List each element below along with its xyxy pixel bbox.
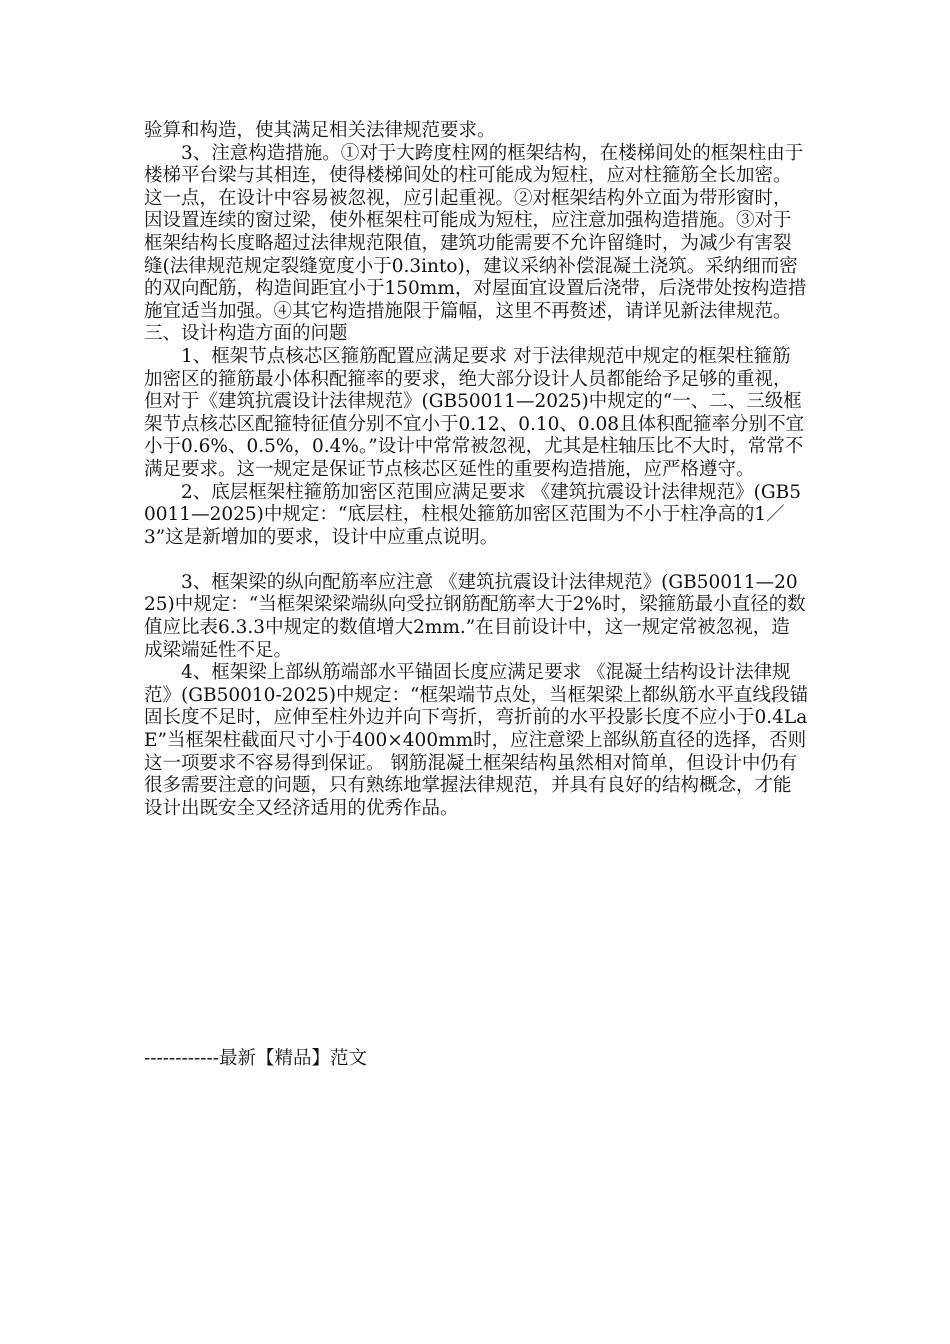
paragraph-beam-reinforcement-ratio: 3、框架梁的纵向配筋率应注意 《建筑抗震设计法律规范》(GB50011—2025)中规定：“当框架梁梁端纵向受拉钢筋配筋率大于2%时，梁箍筋最小直径的数值应比表6.3.3中规定的数值增大2mm.”在目前设计中，这一规定常被忽视，造成梁端延性不足。 (144, 571, 806, 661)
paragraph-ground-column-stirrups: 2、底层框架柱箍筋加密区范围应满足要求 《建筑抗震设计法律规范》(GB50011—2025)中规定：“底层柱，柱根处箍筋加密区范围为不小于柱净高的1／3”这是新增加的要求，设计中应重点说明。 (144, 481, 802, 548)
paragraph-construction-measures: 3、注意构造措施。①对于大跨度柱网的框架结构，在楼梯间处的框架柱由于楼梯平台梁与其相连，使得楼梯间处的柱可能成为短柱，应对柱箍筋全长加密。这一点，在设计中容易被忽视，应引起重视。②对框架结构外立面为带形窗时，因设置连续的窗过梁，使外框架柱可能成为短柱，应注意加强构造措施。③对于框架结构长度略超过法律规范限值，建筑功能需要不允许留缝时，为减少有害裂缝(法律规范规定裂缝宽度小于0.3into)，建议采纳补偿混凝土浇筑。采纳细而密的双向配筋，构造间距宜小于150mm，对屋面宜设置后浇带，后浇带处按构造措施宜适当加强。④其它构造措施限于篇幅，这里不再赘述，请详见新法律规范。三、设计构造方面的问题 (144, 142, 807, 345)
document-body (144, 120, 808, 820)
paragraph-continuation: 验算和构造，使其满足相关法律规范要求。 (144, 120, 496, 141)
paragraph-beam-anchorage-length: 4、框架梁上部纵筋端部水平锚固长度应满足要求 《混凝土结构设计法律规范》(GB50010-2025)中规定：“框架端节点处，当框架梁上都纵筋水平直线段锚固长度不足时，应伸至柱外边并向下弯折，弯折前的水平投影长度不应小于0.4LaE”当框架柱截面尺寸小于400×400mm时，应注意梁上部纵筋直径的选择，否则这一项要求不容易得到保证。 钢筋混凝土框架结构虽然相对简单，但设计中仍有很多需要注意的问题，只有熟练地掌握法律规范，并具有良好的结构概念，才能设计出既安全又经济适用的优秀作品。 (144, 662, 808, 819)
document-footer: ------------最新【精品】范文 (144, 1048, 368, 1069)
paragraph-joint-core-stirrups: 1、框架节点核芯区箍筋配置应满足要求 对于法律规范中规定的框架柱箍筋加密区的箍筋最小体积配箍率的要求，绝大部分设计人员都能给予足够的重视，但对于《建筑抗震设计法律规范》(GB50011—2025)中规定的“一、二、三级框架节点核芯区配箍特征值分别不宜小于0.12、0.10、0.08且体积配箍率分别不宜小于0.6%、0.5%，0.4%。”设计中常常被忽视，尤其是柱轴压比不大时，常常不满足要求。这一规定是保证节点核芯区延性的重要构造措施，应严格遵守。 (144, 345, 805, 480)
